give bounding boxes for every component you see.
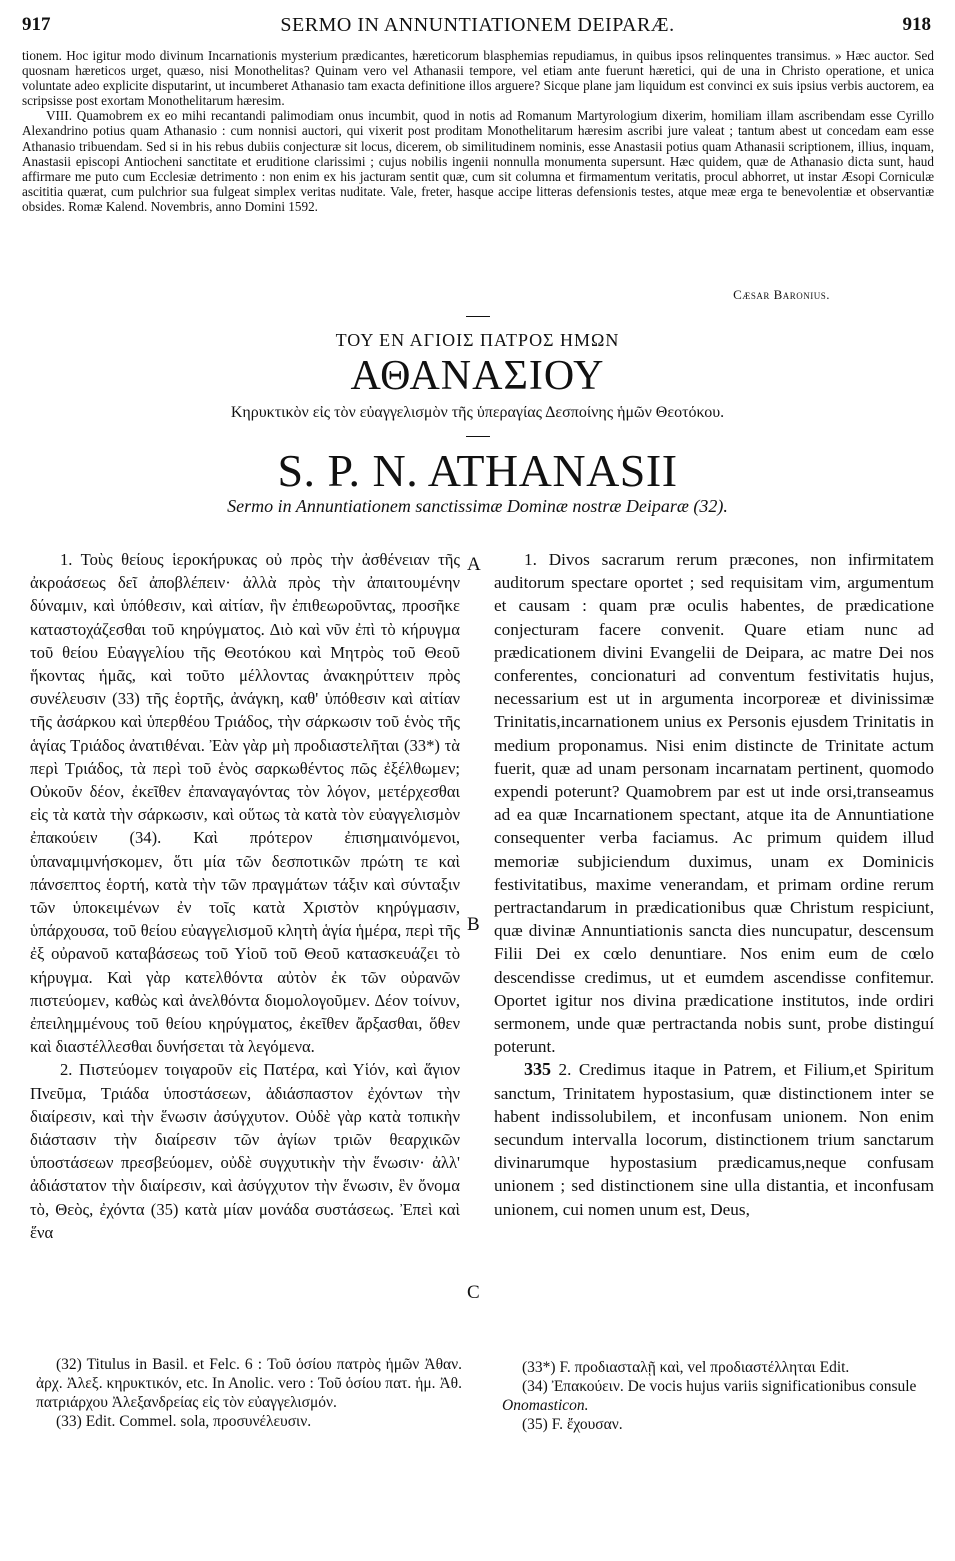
separator-rule	[466, 316, 490, 317]
latin-title: S. P. N. ATHANASII	[277, 445, 678, 496]
greek-paragraph: 2. Πιστεύομεν τοιγαροῦν εἰς Πατέρα, καὶ Υἱόν, καὶ ἅγιον Πνεῦμα, Τριάδα ὑποστάσεων, ἀδιάσπαστον ἐχόντων τὴν διαίρεσιν, καὶ τὴν ἕνωσιν ἀσύγχυτον. Οὐδὲ γὰρ κατὰ τοπικὴν διάστασιν τὴν διαίρεσιν τῶν ἁγίων τριῶν θεαρχικῶν ὑποστάσεων πρεσβεύομεν, οὐδὲ συγχυτικὴν τὴν ἕνωσιν· ἀλλ' ἀδιάστατον τὴν διαίρεσιν, καὶ ἀσύγχυτον τὴν ἕνωσιν, ἓν ὄνομα τὸ, Θεὸς, ἐχόντα (35) κατὰ μίαν μονάδα συστάσεως. Ἐπεὶ καὶ ἕνα	[30, 1060, 460, 1242]
margin-marker-b: B	[467, 914, 480, 935]
margin-marker-a: A	[467, 554, 481, 575]
running-title: SERMO IN ANNUNTIATIONEM DEIPARÆ.	[280, 14, 675, 36]
greek-paragraph: 1. Τοὺς θείους ἱεροκήρυκας οὐ πρὸς τὴν ἀσθένειαν τῆς ἀκροάσεως δεῖ ἀποβλέπειν· ἀλλὰ πρὸς τὴν ἀπαιτουμένην δύναμιν, καὶ ὑπόθεσιν, καὶ αἰτίαν, ἣν ἐπιθεωροῦντας, προσῆκε καταστοχάζεσθαι τοῦ κηρύγματος. Διὸ καὶ νῦν ἐπὶ τὸ κήρυγμα τοῦ θείου Εὐαγγελίου τῆς Θεοτόκου καὶ Μητρὸς τοῦ Θεοῦ ἥκοντας ἡμᾶς, καὶ τοῦτο μέλλοντας ἀνακηρύττειν πρὸς συνέλευσιν (33) τῆς ἑορτῆς, ἀνάγκη, καθ' ὑπόθεσιν καὶ αἰτίαν τῆς ἀσάρκου καὶ ὑπερθέου Τριάδος, τὴν σάρκωσιν τοῦ ἑνὸς τῆς ἁγίας Τριάδος ἀνατιθέναι. Ἐὰν γὰρ μὴ προδιαστελῆται (33*) τὰ περὶ Τριάδος, τὰ περὶ τοῦ ἑνὸς σαρκωθέντος πῶς ἐξέλθωμεν; Οὐκοῦν δέον, ἐκεῖθεν ἐπαναγαγόντας τὸν λόγον, μετέρχεσθαι εἰς τὰ κατὰ τὴν σάρκωσιν, καὶ οὕτως τὰ κατὰ τὸν εὐαγγελισμὸν ἐπακούειν (34). Καὶ πρότερον ἐπισημαινόμενοι, ὑπαναμιμνήσκομεν, ὅτι μία τῶν δεσποτικῶν πρώτη τε καὶ πάνσεπτος ἑορτή, κατὰ τὴν τῶν πραγμάτων τάξιν καὶ σύνταξιν τῶν ὑποκειμένων ἐν τοῖς κατὰ Χριστὸν κηρύγμασιν, ὑπάρχουσα, τοῦ θείου εὐαγγελισμοῦ κλητὴ ἁγία ἡμέρα, περὶ τῆς ἐξ οὐρανοῦ καταβάσεως τοῦ Υἱοῦ τοῦ Θεοῦ κατασκευάζει τὸ κήρυγμα. Καὶ γὰρ κατελθόντα αὐτὸν ἐκ τῶν οὐρανῶν πιστεύομεν, καθὼς καὶ ἀνελθόντα διομολογοῦμεν. Δέον τοίνυν, ἐπειλημμένους τοῦ θείου κηρύγματος, ἐκεῖθεν ἄρξασθαι, ὅθεν καὶ διαστέλλεσθαι δυνήσεται τὰ λεγόμενα.	[30, 550, 460, 1057]
latin-paragraph: 1. Divos sacrarum rerum præcones, non infirmitatem auditorum spectare oportet ; sed requisitam vim, argumentum et causam : quam præ oculis habentes, de prædicatione conjecturam facere convenit. Quare etiam nunc ad prædicationem divini Evangelii de Deipara, ac matre Dei nos conferentes, concionaturi ad conventum festivitatis hujus, necessarium est ut in argumenta incorporeæ et divinissimæ Trinitatis,incarnationem unius ex Personis ejusdem Trinitatis in medium proponamus. Nisi enim distincte de Trinitate actum fuerit, quæ ad unam personam incarnatam pertinent, quomodo expendi poterunt? Quamobrem par est ut inde orsi,transeamus ad ea quæ Incarnationem spectant, atque ita de Annuntiatione consequenter verba faciamus. Ac primum quidem illud memoriæ subjiciendum duximus, unam ex Dominicis festivitatibus, maxime venerandam, et primam ordine rerum pertractandarum in prædicationibus quæ Christum respiciunt, quæ divinæ Annuntiationis sancta dies nuncupatur, descensum Filii Dei ex cœlo denuntiare. Nos enim eum de cœlo descendisse credimus, ut et eumdem ascendisse confitemur. Oportet igitur nos divina prædicatione institutos, inde ordiri sermonem, unde quæ pertractanda nobis sunt, probe distinguí poterunt.	[494, 550, 934, 1057]
greek-description: Κηρυκτικὸν εἰς τὸν εὐαγγελισμὸν τῆς ὑπεραγίας Δεσποίνης ἡμῶν Θεοτόκου.	[230, 404, 725, 421]
greek-title: ΑΘΑΝΑΣΙΟΥ	[350, 353, 605, 399]
latin-paragraph-text: 2. Credimus itaque in Patrem, et Filium,et Spiritum sanctum, Trinitatem hypostasium, quæ distinctionem inter se habent indissolubilem, et inconfusam unionem. Non enim secundum intervalla locorum, distinctionem trium sanctarum divinarumque hypostasium prædicamus,neque confusam unionem ; sed distinctionem sine ulla distantia, et inconfusam unionem, cui nomen unum est, Deus,	[494, 1060, 934, 1219]
page-number-left: 917	[22, 14, 51, 35]
latin-column	[494, 548, 934, 1221]
greek-column	[30, 548, 460, 1244]
intro-paragraph: tionem. Hoc igitur modo divinum Incarnationis mysterium prædicantes, hæreticorum blasphemias repudiamus, in quibus ipsos relinquentes transimus. » Hæc auctor. Sed quosnam hæreticos urget, quæso, nisi Monothelitas? Quinam vero vel Athanasii tempore, vel etiam ante fuerunt hæretici, qui de una in Christo operatione, et unica voluntate adeo explicite disputarint, ut incumberet Athanasio tam exacta definitione illos arguere? Sicque plane jam liquidum est convinci ex suis ipsius verbis auctorem, ea scripsisse post exortam Monothelitarum hæresim.	[22, 48, 934, 109]
page-header	[0, 14, 955, 42]
footnote: (35) F. ἔχουσαν.	[522, 1416, 623, 1433]
footnotes-left	[36, 1355, 462, 1431]
greek-pretitle: ΤΟΥ ΕΝ ΑΓΙΟΙΣ ΠΑΤΡΟΣ ΗΜΩΝ	[335, 330, 620, 350]
footnote: (33) Edit. Commel. sola, προσυνέλευσιν.	[56, 1413, 312, 1430]
intro-paragraph: VIII. Quamobrem ex eo mihi recantandi palimodiam onus incumbit, quod in notis ad Romanum Martyrologium dixerim, homiliam illam ascribendam esse Cyrillo Alexandrino potius quam Athanasio : cum nonnisi auctori, qui vixerit post proditam Monothelitarum hæresim ascribi jure valeat ; tantum abest ut concedam eam esse Athanasio tribuendam. Sed si in his rebus dubiis conjecturæ sit locus, dicerem, ob similitudinem nominis, esse Anastasii potius quam Athanasii scriptionem, illius, inquam, Anastasii episcopi Antiocheni sanctitate et eruditione clarissimi ; cujus nobilis ingenii nonnulla monumenta supersunt. Hæc quidem, quæ de Athanasio dicta sunt, haud affirmare me puto cum Ecclesiæ detrimento : non enim ex his jacturam sentit quæ, cum sit columna et firmamentum veritatis, procul abhorret, ut instar Æsopi Corniculæ ascititia quærat, cum pulchrior sua fulgeat simplex veritas nuditate. Vale, freter, hasque accipe litteras defensionis testes, atque meæ erga te benevolentiæ et observantiæ obsides. Romæ Kalend. Novembris, anno Domini 1592.	[22, 108, 934, 214]
intro-text	[22, 48, 934, 214]
footnote-italic: Onomasticon.	[502, 1397, 589, 1414]
footnote-text: (34) Ἐπακούειν. De vocis hujus variis significationibus consule	[522, 1378, 917, 1395]
separator-rule	[466, 436, 490, 437]
column-number: 335	[524, 1059, 551, 1080]
margin-marker-c: C	[467, 1282, 480, 1303]
footnote: (33*) F. προδιασταλῇ καὶ, vel προδιαστέλληται Edit.	[522, 1359, 850, 1376]
page-number-right: 918	[902, 14, 931, 35]
footnotes-right	[502, 1358, 934, 1434]
footnote	[502, 1377, 934, 1415]
footnote: (32) Titulus in Basil. et Felc. 6 : Τοῦ ὁσίου πατρὸς ἡμῶν Ἀθαν. ἀρχ. Ἀλεξ. κηρυκτικόν, etc. In Anolic. vero : Τοῦ ὁσίου πατ. ἡμ. Ἀθ. πατριάρχου Ἀλεξανδρείας εἰς τὸν εὐαγγελισμόν.	[36, 1356, 462, 1411]
signature: Cæsar Baronius.	[733, 287, 830, 302]
latin-paragraph	[494, 1058, 934, 1220]
latin-description: Sermo in Annuntiationem sanctissimæ Dominæ nostræ Deiparæ (32).	[227, 496, 728, 516]
